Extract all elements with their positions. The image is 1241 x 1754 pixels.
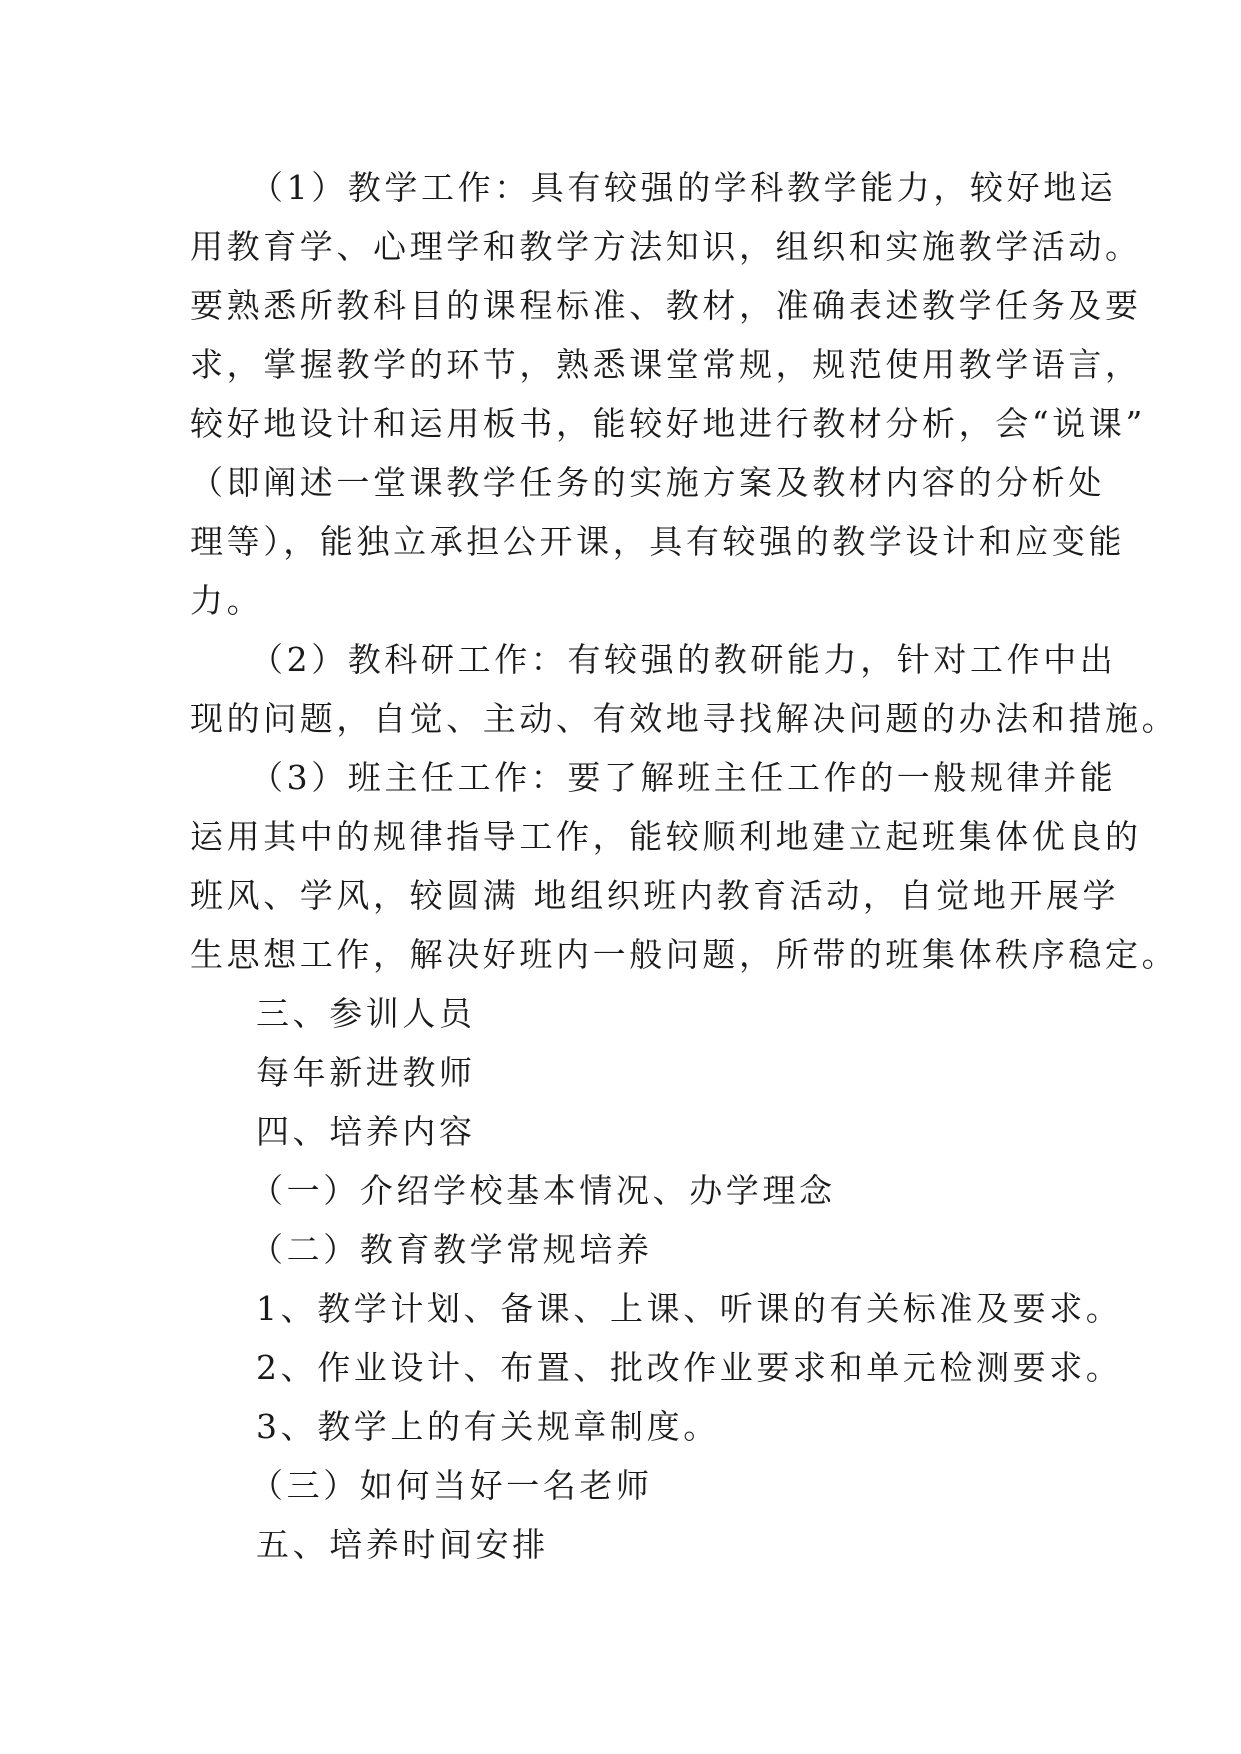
text-line: （即阐述一堂课教学任务的实施方案及教材内容的分析处	[190, 463, 1105, 502]
text-line: 要熟悉所教科目的课程标准、教材，准确表述教学任务及要	[190, 286, 1142, 325]
paragraph-class-teacher-work	[190, 748, 1179, 984]
text-line: 现的问题，自觉、主动、有效地寻找解决问题的办法和措施。	[190, 699, 1179, 738]
text-line: （3）班主任工作：要了解班主任工作的一般规律并能	[250, 758, 1117, 797]
section-heading-content: 四、培养内容	[256, 1112, 476, 1151]
text-line: 生思想工作，解决好班内一般问题，所带的班集体秩序稳定。	[190, 935, 1179, 974]
document-page	[190, 158, 1179, 1574]
text-line: （2）教科研工作：有较强的教研能力，针对工作中出	[250, 640, 1117, 679]
content-subitem: 2、作业设计、布置、批改作业要求和单元检测要求。	[256, 1348, 1123, 1387]
content-subitem: 3、教学上的有关规章制度。	[256, 1407, 720, 1446]
section-heading-schedule: 五、培养时间安排	[256, 1525, 549, 1564]
text-line: 理等），能独立承担公开课，具有较强的教学设计和应变能	[190, 522, 1126, 561]
content-item-routine-training: （二）教育教学常规培养	[250, 1230, 653, 1269]
text-line: （1）教学工作：具有较强的学科教学能力，较好地运	[250, 168, 1117, 207]
text-line: 力。	[190, 581, 264, 620]
text-line: 求，掌握教学的环节，熟悉课堂常规，规范使用教学语言，	[190, 345, 1142, 384]
paragraph-research-work	[190, 630, 1179, 748]
participants-text: 每年新进教师	[256, 1053, 476, 1092]
content-item-school-intro: （一）介绍学校基本情况、办学理念	[250, 1171, 836, 1210]
text-line: 用教育学、心理学和教学方法知识，组织和实施教学活动。	[190, 227, 1142, 266]
paragraph-teaching-work	[190, 158, 1146, 630]
text-line: 较好地设计和运用板书，能较好地进行教材分析，会“说课”	[190, 404, 1146, 443]
content-item-good-teacher: （三）如何当好一名老师	[250, 1466, 653, 1505]
text-line: 运用其中的规律指导工作，能较顺利地建立起班集体优良的	[190, 817, 1142, 856]
content-subitem: 1、教学计划、备课、上课、听课的有关标准及要求。	[256, 1289, 1123, 1328]
section-heading-participants: 三、参训人员	[256, 994, 476, 1033]
text-line: 班风、学风，较圆满 地组织班内教育活动，自觉地开展学	[190, 876, 1120, 915]
